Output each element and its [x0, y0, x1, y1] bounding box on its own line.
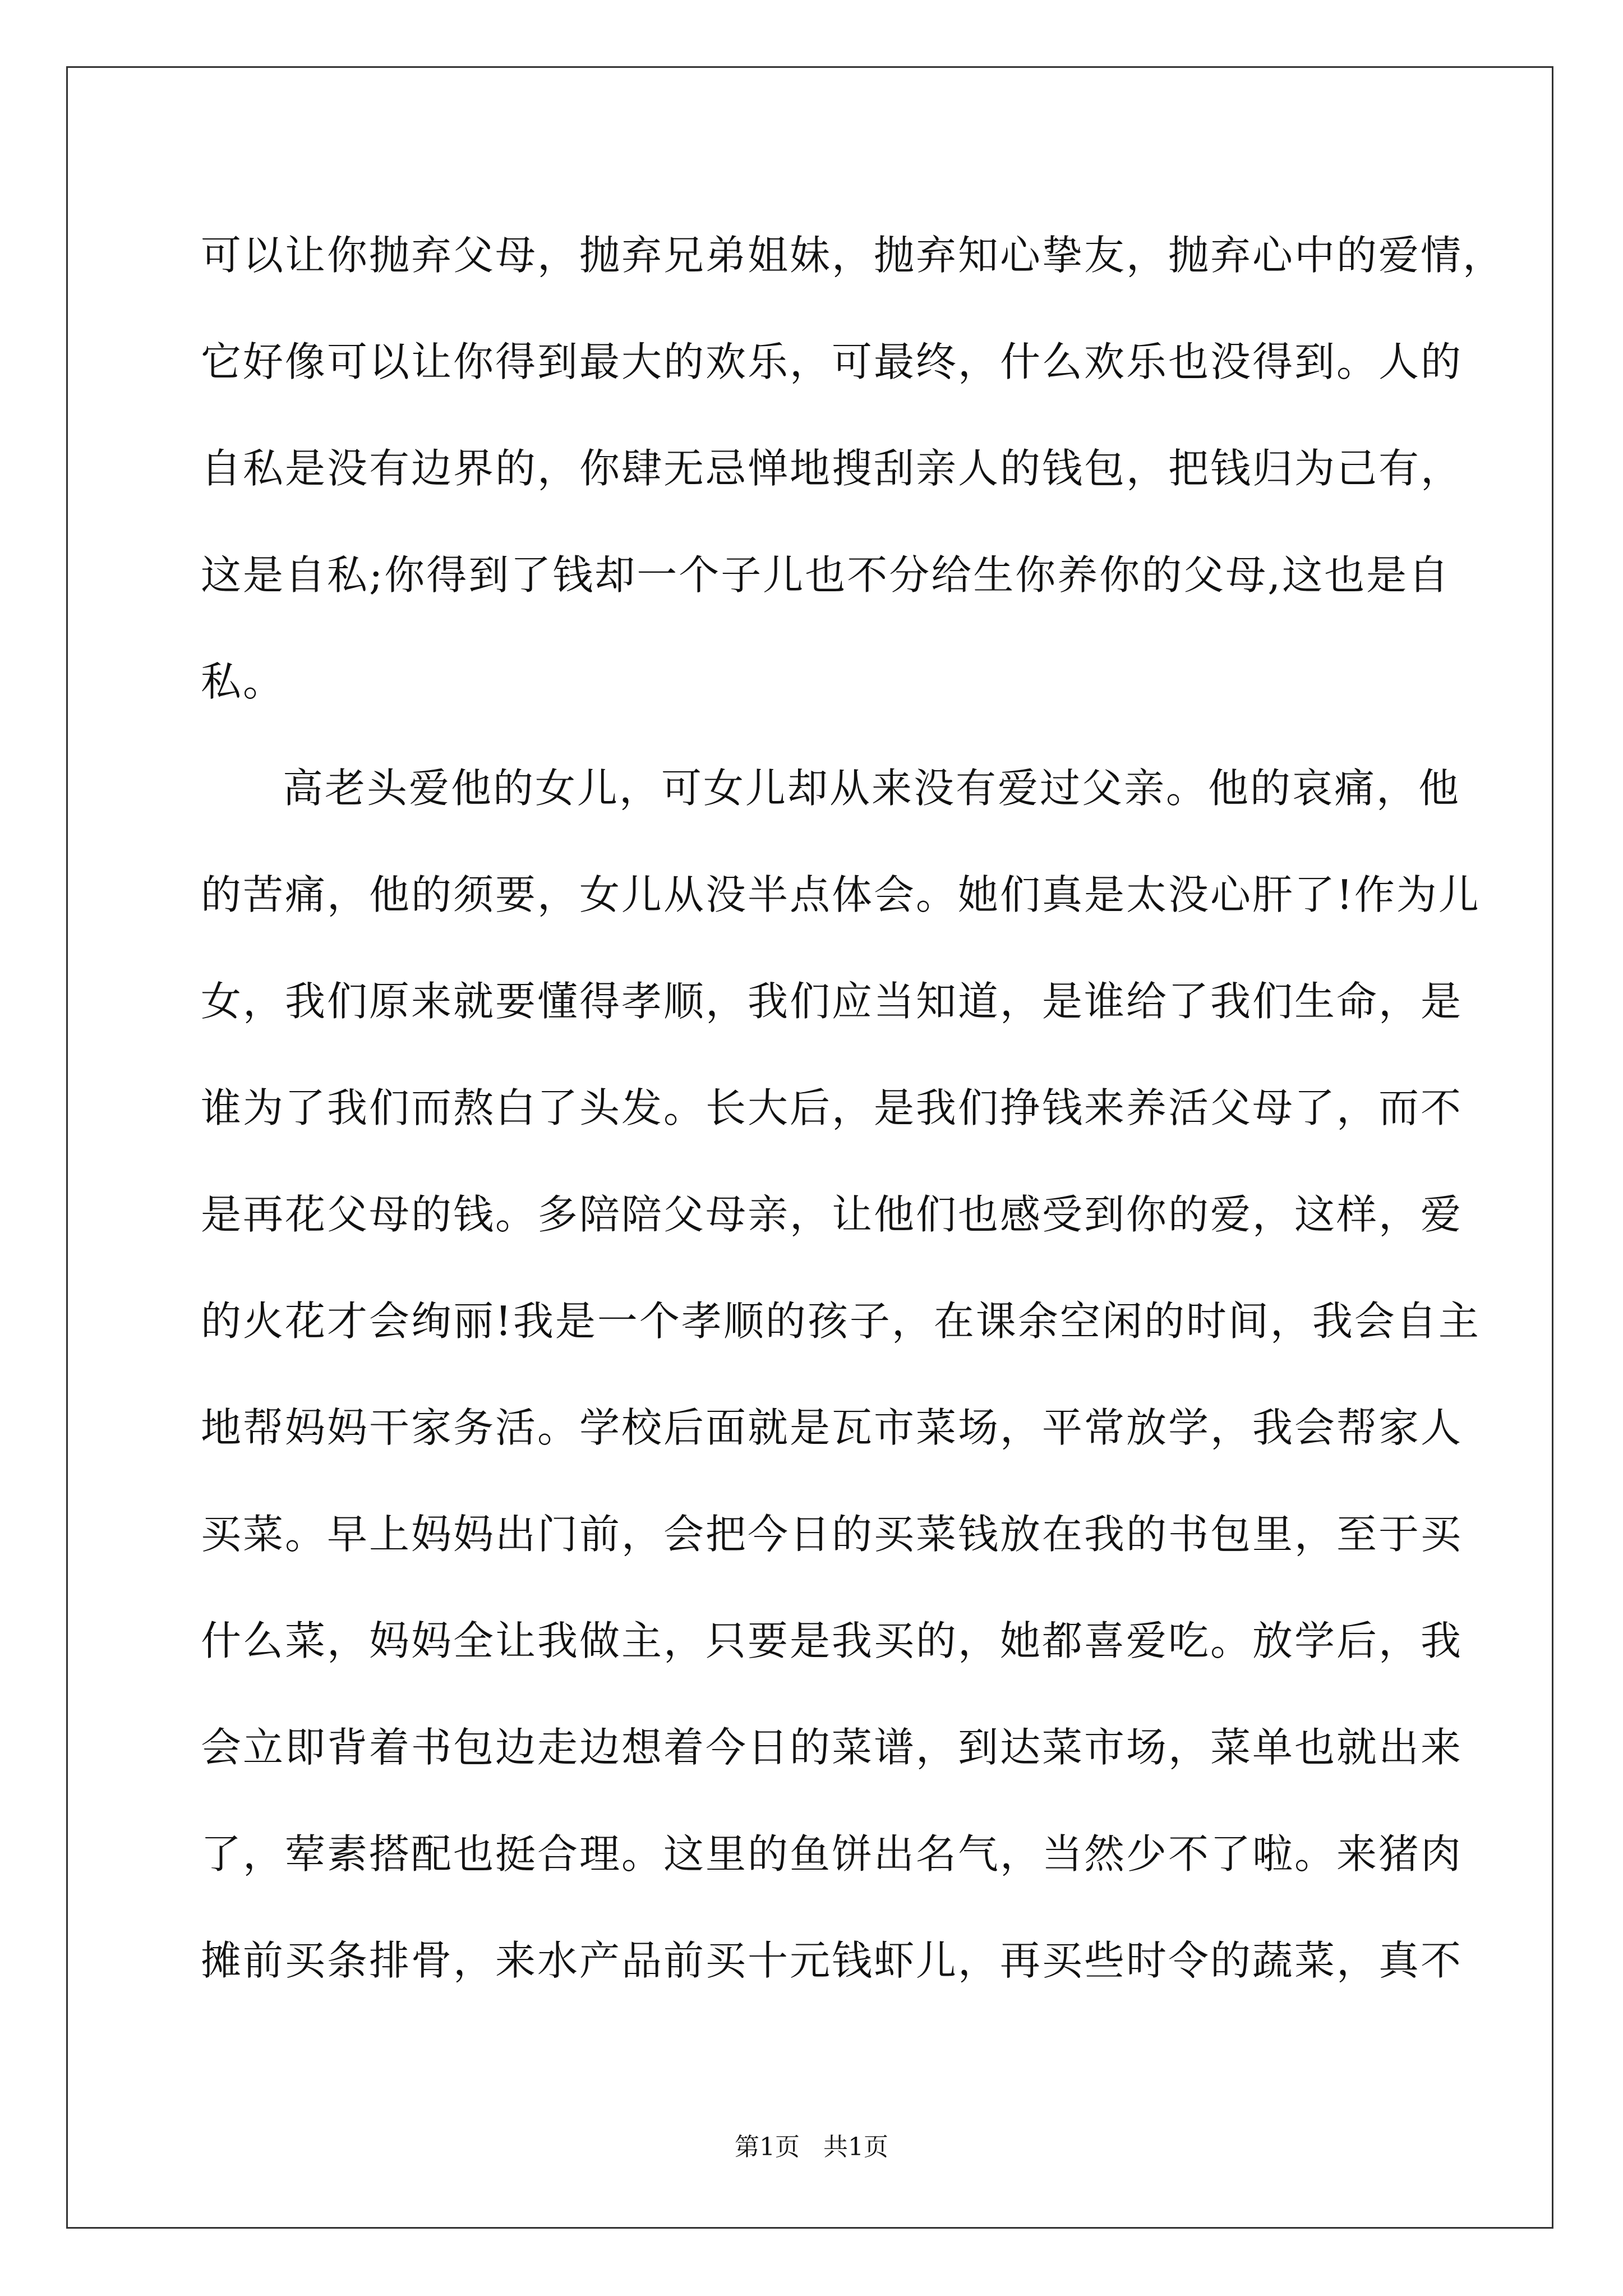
- text-line: 谁为了我们而熬白了头发。长大后，是我们挣钱来养活父母了，而不: [201, 1084, 1463, 1131]
- text-line: 可以让你抛弃父母，抛弃兄弟姐妹，抛弃知心挚友，抛弃心中的爱情，: [201, 232, 1505, 279]
- text-line: 什么菜，妈妈全让我做主，只要是我买的，她都喜爱吃。放学后，我: [201, 1617, 1463, 1664]
- text-line: 女，我们原来就要懂得孝顺，我们应当知道，是谁给了我们生命，是: [201, 978, 1463, 1025]
- text-line: 买菜。早上妈妈出门前，会把今日的买菜钱放在我的书包里，至于买: [201, 1511, 1463, 1558]
- page-number-footer: 第1页 共1页: [735, 2133, 888, 2161]
- paragraph-start-line: 高老头爱他的女儿，可女儿却从来没有爱过父亲。他的哀痛，他: [283, 765, 1461, 812]
- text-line: 的火花才会绚丽!我是一个孝顺的孩子，在课余空闲的时间，我会自主: [201, 1297, 1481, 1345]
- body-text: [201, 202, 1505, 2014]
- text-line: 这是自私;你得到了钱却一个子儿也不分给生你养你的父母,这也是自: [201, 551, 1451, 599]
- text-line: 地帮妈妈干家务活。学校后面就是瓦市菜场，平常放学，我会帮家人: [201, 1404, 1463, 1451]
- text-line: 的苦痛，他的须要，女儿从没半点体会。她们真是太没心肝了!作为儿: [201, 871, 1481, 918]
- text-line: 它好像可以让你得到最大的欢乐，可最终，什么欢乐也没得到。人的: [201, 338, 1463, 385]
- text-line: 会立即背着书包边走边想着今日的菜谱，到达菜市场，菜单也就出来: [201, 1724, 1463, 1771]
- text-line: 摊前买条排骨，来水产品前买十元钱虾儿，再买些时令的蔬菜，真不: [201, 1937, 1463, 1984]
- text-line: 自私是没有边界的，你肆无忌惮地搜刮亲人的钱包，把钱归为己有，: [201, 445, 1463, 492]
- text-line: 私。: [201, 658, 285, 705]
- text-line: 了，荤素搭配也挺合理。这里的鱼饼出名气，当然少不了啦。来猪肉: [201, 1830, 1463, 1878]
- text-line: 是再花父母的钱。多陪陪父母亲，让他们也感受到你的爱，这样，爱: [201, 1191, 1463, 1238]
